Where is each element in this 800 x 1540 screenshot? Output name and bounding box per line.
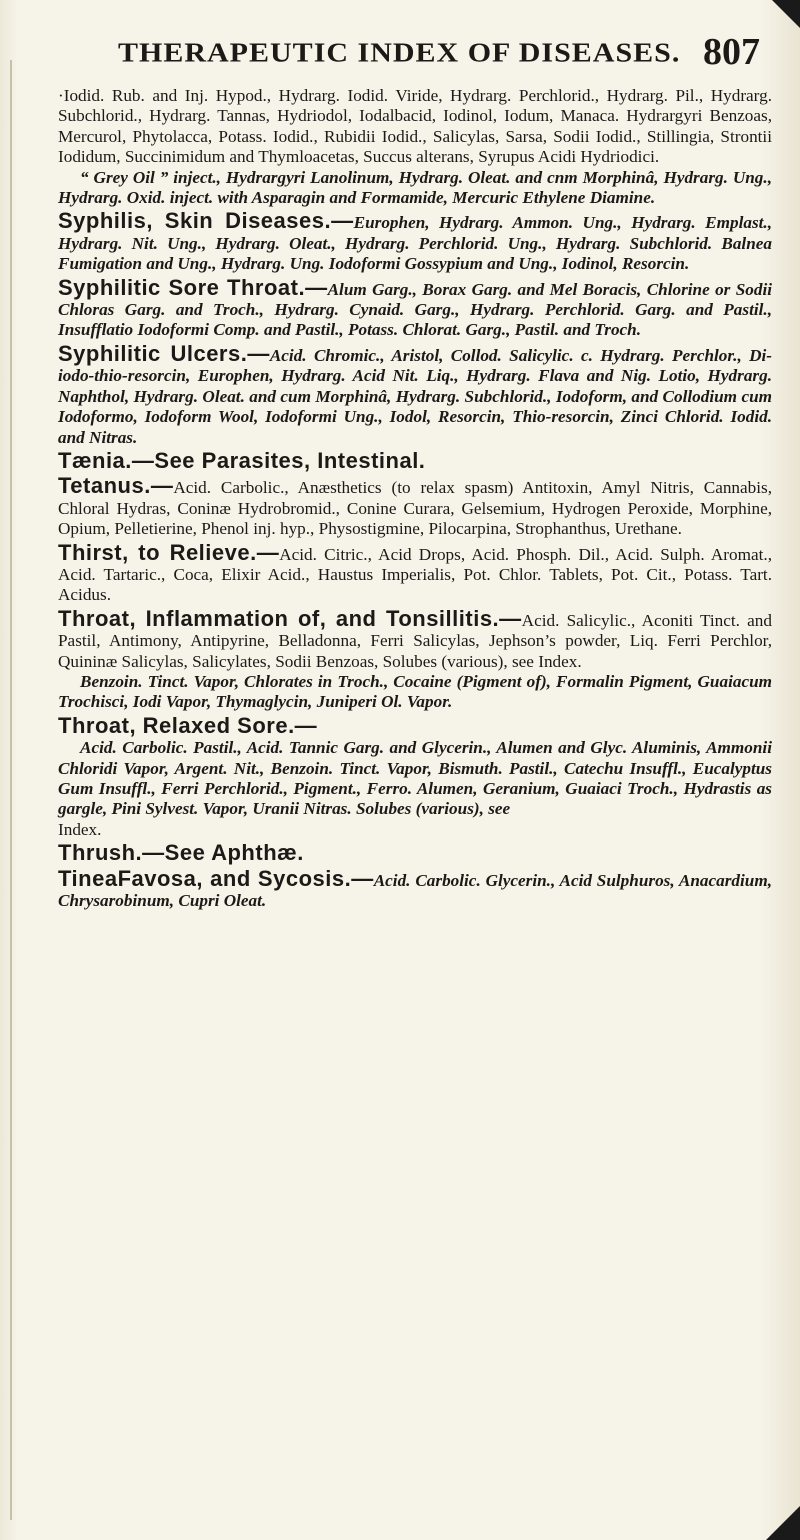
index-entries: [58, 86, 772, 914]
entry-italic-text: Alum Garg., Borax Garg. and Mel Boracis, Chlorine or Sodii Chloras Garg. and Troch., Hydrarg. Cynaid. Garg., Hydrarg. Perchlorid. Garg. and Pastil., Insufflatio Iodoformi Comp. and Pastil., Potass. Chlorat. Garg., Pastil. and Troch.: [58, 279, 772, 340]
page-gutter-shadow: [10, 60, 12, 1520]
entry-heading: TineaFavosa, and Sycosis.—: [58, 865, 374, 891]
torn-corner-top: [772, 0, 800, 28]
entry-heading: Syphilis, Skin Diseases.—: [58, 208, 354, 234]
entry-italic-text: Acid. Chromic., Aristol, Collod. Salicylic. c. Hydrarg. Perchlor., Di-iodo-thio-resorcin, Europhen, Hydrarg. Acid Nit. Liq., Hydrarg. Flava and Nig. Lotio, Hydrarg. Naphthol, Hydrarg. Oleat. and cum Morphinâ, Hydrarg. Subchlorid., Iodoform, and Collodium cum Iodoformo, Iodoform Wool, Iodoformi Ung., Iodol, Resorcin, Thio-resorcin, Zinci Chlorid. Iodid. and Nitras.: [58, 345, 772, 447]
running-title: THERAPEUTIC INDEX OF DISEASES.: [118, 37, 681, 68]
entry-heading: Thirst, to Relieve.—: [58, 539, 280, 565]
entry-text: Acid. Carbolic., Anæsthetics (to relax spasm) Antitoxin, Amyl Nitris, Cannabis, Chloral Hydras, Coninæ Hydrobromid., Conine Curara, Gelsemium, Hydrogen Peroxide, Morphine, Opium, Pelletierine, Phenol inj. hyp., Physostigmine, Pilocarpina, Strophanthus, Urethane.: [58, 478, 772, 539]
index-entry: [58, 208, 773, 274]
entry-text: Index.: [58, 819, 102, 839]
entry-heading: Syphilitic Ulcers.—: [58, 340, 270, 366]
page-number: 807: [703, 31, 760, 73]
entry-italic-text: Europhen, Hydrarg. Ammon. Ung., Hydrarg. Emplast., Hydrarg. Nit. Ung., Hydrarg. Oleat., Hydrarg. Perchlorid. Ung., Hydrarg. Subchlorid. Balnea Fumigation and Ung., Hydrarg. Ung. Iodoformi Gossypium and Ung., Iodinol, Resorcin.: [58, 213, 773, 274]
entry-italic-text: Benzoin. Tinct. Vapor, Chlorates in Troch., Cocaine (Pigment of), Formalin Pigment, Guaiacum Trochisci, Iodi Vapor, Thymaglycin, Juniperi Ol. Vapor.: [58, 671, 772, 712]
entry-italic-text: “ Grey Oil ” inject., Hydrargyri Lanolinum, Hydrarg. Oleat. and cnm Morphinâ, Hydrarg. Ung., Hydrarg. Oxid. inject. with Asparagin and Formamide, Mercuric Ethylene Diamine.: [58, 167, 772, 208]
entry-italic-text: Acid. Carbolic. Pastil., Acid. Tannic Garg. and Glycerin., Alumen and Glyc. Aluminis, Ammonii Chloridi Vapor, Argent. Nit., Benzoin. Tinct. Vapor, Bismuth. Pastil., Catechu Insuffl., Eucalyptus Gum Insuffl., Ferri Perchlorid., Pigment., Ferro. Alumen, Geranium, Guaiaci Troch., Hydrastis as gargle, Pini Sylvest. Vapor, Uranii Nitras. Solubes (various), see: [58, 738, 772, 819]
index-entry: [58, 274, 772, 341]
entry-text: Acid. Salicylic., Aconiti Tinct. and Pastil, Antimony, Antipyrine, Belladonna, Ferri Salicylas, Jephson’s powder, Liq. Ferri Perchlor, Quininæ Salicylas, Salicylates, Sodii Benzoas, Solubes (various), see Index.: [58, 610, 772, 671]
entry-heading: Syphilitic Sore Throat.—: [58, 274, 328, 300]
index-entry: [58, 340, 772, 448]
entry-heading: Throat, Inflammation of, and Tonsillitis.—: [58, 605, 522, 631]
index-entry: [58, 86, 772, 208]
index-entry: [58, 539, 772, 606]
index-entry: [58, 865, 772, 912]
index-entry: [58, 605, 772, 713]
entry-heading: Tetanus.—: [58, 473, 174, 499]
entry-italic-text: Acid. Carbolic. Glycerin., Acid Sulphuros, Anacardium, Chrysarobinum, Cupri Oleat.: [58, 870, 772, 911]
entry-heading: Tænia.—See Parasites, Intestinal.: [58, 447, 426, 473]
index-entry: [58, 840, 772, 866]
index-entry: [58, 447, 772, 473]
index-entry: [58, 473, 772, 539]
entry-heading: Throat, Relaxed Sore.—: [58, 712, 318, 738]
torn-corner-bottom: [766, 1506, 800, 1540]
index-entry: [58, 712, 772, 840]
page-header: [60, 31, 760, 76]
entry-text: Acid. Citric., Acid Drops, Acid. Phosph. Dil., Acid. Sulph. Aromat., Acid. Tartaric., Coca, Elixir Acid., Haustus Imperialis, Pot. Chlor. Tablets, Pot. Cit., Potass. Tart. Acidus.: [58, 544, 772, 605]
entry-text: ·Iodid. Rub. and Inj. Hypod., Hydrarg. Iodid. Viride, Hydrarg. Perchlorid., Hydrarg. Pil., Hydrarg. Subchlorid., Hydrarg. Tannas, Hydriodol, Iodalbacid, Iodinol, Iodum, Manaca. Hydrargyri Benzoas, Mercurol, Phytolacca, Potass. Iodid., Rubidii Iodid., Salicylas, Sarsa, Sodii Iodid., Stillingia, Strontii Iodidum, Succinimidum and Thymloacetas, Succus alterans, Syrupus Acidi Hydriodici.: [58, 86, 772, 167]
entry-heading: Thrush.—See Aphthæ.: [58, 840, 304, 866]
